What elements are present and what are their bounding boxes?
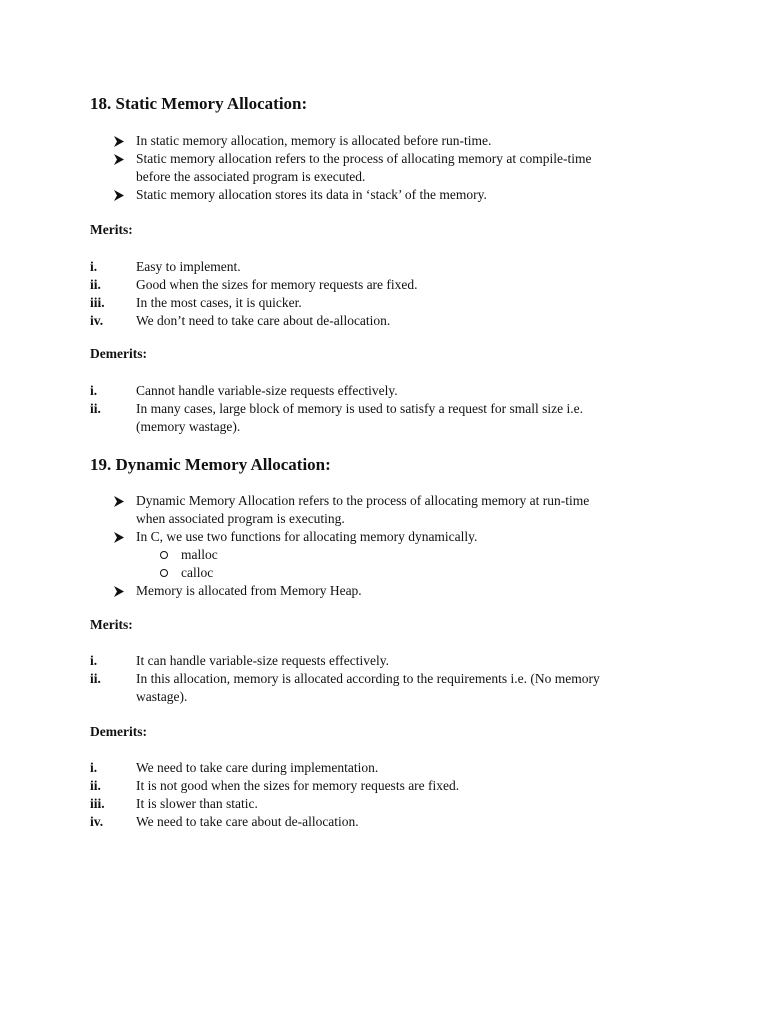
list-item — [0, 813, 666, 831]
list-item — [0, 777, 666, 795]
sub-item-text: calloc — [181, 565, 214, 580]
list-item — [0, 294, 666, 312]
item-text: In the most cases, it is quicker. — [136, 295, 302, 310]
section-19-demerits-heading: Demerits: — [90, 724, 147, 739]
circle-bullet-icon — [160, 569, 168, 577]
arrow-bullet-icon — [113, 586, 125, 597]
section-19-bullets — [0, 492, 666, 600]
item-number: ii. — [90, 778, 101, 793]
sub-list-item — [0, 564, 666, 582]
item-number: ii. — [90, 671, 101, 686]
item-number: iii. — [90, 796, 105, 811]
item-text-cont: wastage). — [136, 689, 188, 704]
bullet-item — [0, 150, 666, 186]
section-19-demerits-list — [0, 759, 666, 831]
section-18-demerits-list — [0, 382, 666, 436]
arrow-bullet-icon — [113, 154, 125, 165]
section-18-title: 18. Static Memory Allocation: — [90, 94, 308, 113]
item-text: It can handle variable-size requests effectively. — [136, 653, 389, 668]
sub-list-item — [0, 546, 666, 564]
item-text: We need to take care during implementation. — [136, 760, 379, 775]
arrow-bullet-icon — [113, 532, 125, 543]
item-text: In this allocation, memory is allocated according to the requirements i.e. (No memory — [136, 671, 600, 686]
arrow-bullet-icon — [113, 136, 125, 147]
bullet-text: Static memory allocation refers to the process of allocating memory at compile-time — [136, 151, 592, 166]
section-19-title: 19. Dynamic Memory Allocation: — [90, 455, 331, 474]
bullet-item — [0, 492, 666, 528]
list-item — [0, 795, 666, 813]
item-number: i. — [90, 259, 98, 274]
circle-bullet-icon — [160, 551, 168, 559]
item-text: It is slower than static. — [136, 796, 258, 811]
arrow-bullet-icon — [113, 190, 125, 201]
bullet-text-cont: when associated program is executing. — [136, 511, 345, 526]
item-text: We don’t need to take care about de-allocation. — [136, 313, 391, 328]
arrow-bullet-icon — [113, 496, 125, 507]
bullet-item — [0, 582, 666, 600]
item-number: i. — [90, 383, 98, 398]
section-18-merits-list — [0, 258, 666, 330]
item-number: ii. — [90, 277, 101, 292]
item-text: Easy to implement. — [136, 259, 241, 274]
item-text: Cannot handle variable-size requests effectively. — [136, 383, 398, 398]
item-text: We need to take care about de-allocation. — [136, 814, 359, 829]
item-text: Good when the sizes for memory requests are fixed. — [136, 277, 418, 292]
sub-item-text: malloc — [181, 547, 218, 562]
item-number: iii. — [90, 295, 105, 310]
list-item — [0, 670, 666, 706]
section-18-merits-heading: Merits: — [90, 222, 133, 237]
list-item — [0, 382, 666, 400]
section-19-merits-list — [0, 652, 666, 706]
list-item — [0, 276, 666, 294]
item-number: i. — [90, 760, 98, 775]
bullet-item — [0, 132, 666, 150]
item-number: ii. — [90, 401, 101, 416]
bullet-item — [0, 186, 666, 204]
section-18-bullets — [0, 132, 666, 204]
bullet-text: Static memory allocation stores its data in ‘stack’ of the memory. — [136, 187, 487, 202]
bullet-item — [0, 528, 666, 546]
section-18-demerits-heading: Demerits: — [90, 346, 147, 361]
section-19-merits-heading: Merits: — [90, 617, 133, 632]
list-item — [0, 652, 666, 670]
bullet-text: In static memory allocation, memory is allocated before run-time. — [136, 133, 492, 148]
item-number: iv. — [90, 313, 104, 328]
item-number: iv. — [90, 814, 104, 829]
bullet-text: In C, we use two functions for allocating memory dynamically. — [136, 529, 478, 544]
list-item — [0, 400, 666, 436]
bullet-text-cont: before the associated program is executed. — [136, 169, 366, 184]
item-text: In many cases, large block of memory is used to satisfy a request for small size i.e. — [136, 401, 584, 416]
list-item — [0, 759, 666, 777]
item-number: i. — [90, 653, 98, 668]
list-item — [0, 258, 666, 276]
item-text-cont: (memory wastage). — [136, 419, 241, 434]
list-item — [0, 312, 666, 330]
item-text: It is not good when the sizes for memory requests are fixed. — [136, 778, 460, 793]
bullet-text: Dynamic Memory Allocation refers to the process of allocating memory at run-time — [136, 493, 590, 508]
bullet-text: Memory is allocated from Memory Heap. — [136, 583, 362, 598]
